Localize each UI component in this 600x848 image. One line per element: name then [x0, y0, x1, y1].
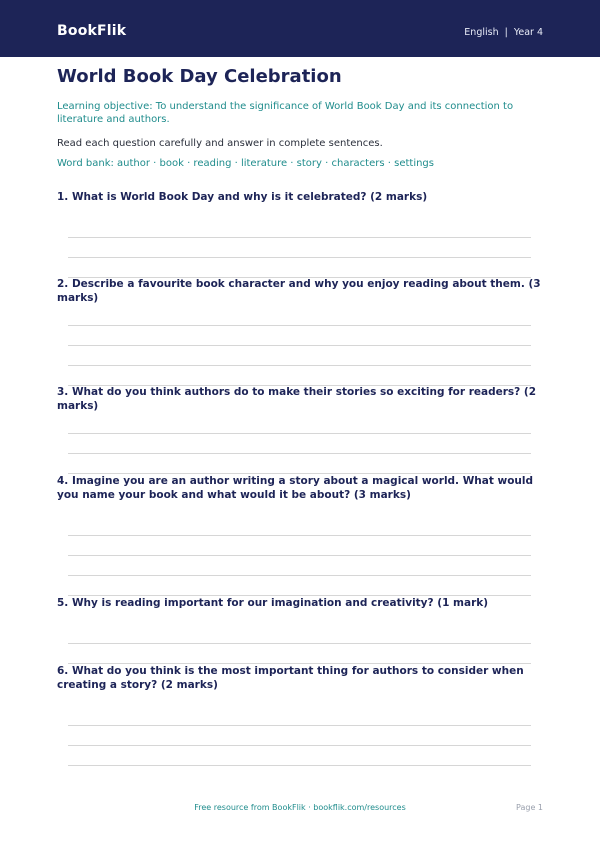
question-4: 4. Imagine you are an author writing a story about a magical world. What would you name your book and what would it be about? (3 marks) — [57, 475, 534, 501]
answer-line[interactable] — [68, 555, 531, 556]
header-meta — [464, 27, 543, 38]
year-label: Year 4 — [513, 27, 543, 38]
page-number: Page 1 — [516, 803, 543, 812]
question-3: 3. What do you think authors do to make their stories so exciting for readers? (2 marks) — [57, 386, 537, 412]
answer-line[interactable] — [68, 237, 531, 238]
page-title: World Book Day Celebration — [57, 66, 342, 87]
answer-line[interactable] — [68, 257, 531, 258]
question-1: 1. What is World Book Day and why is it celebrated? (2 marks) — [57, 191, 428, 203]
footer-credit: Free resource from BookFlik · bookflik.com/resources — [194, 803, 406, 812]
answer-line[interactable] — [68, 575, 531, 576]
question-6: 6. What do you think is the most important thing for authors to consider when creating a story? (2 marks) — [57, 665, 524, 691]
answer-line[interactable] — [68, 453, 531, 454]
answer-line[interactable] — [68, 345, 531, 346]
meta-separator: | — [504, 27, 508, 38]
answer-line[interactable] — [68, 535, 531, 536]
page-header — [0, 0, 600, 57]
answer-line[interactable] — [68, 325, 531, 326]
answer-line[interactable] — [68, 725, 531, 726]
answer-line[interactable] — [68, 365, 531, 366]
answer-line[interactable] — [68, 765, 531, 766]
instructions: Read each question carefully and answer in complete sentences. — [57, 138, 383, 149]
question-5: 5. Why is reading important for our imagination and creativity? (1 mark) — [57, 597, 489, 609]
answer-line[interactable] — [68, 433, 531, 434]
brand-logo: BookFlik — [57, 23, 127, 39]
answer-line[interactable] — [68, 745, 531, 746]
answer-line[interactable] — [68, 643, 531, 644]
question-2: 2. Describe a favourite book character and why you enjoy reading about them. (3 marks) — [57, 278, 541, 304]
word-bank: Word bank: author · book · reading · literature · story · characters · settings — [57, 158, 434, 169]
subject-label: English — [464, 27, 499, 38]
learning-objective: Learning objective: To understand the significance of World Book Day and its connection to literature and authors. — [57, 101, 514, 125]
